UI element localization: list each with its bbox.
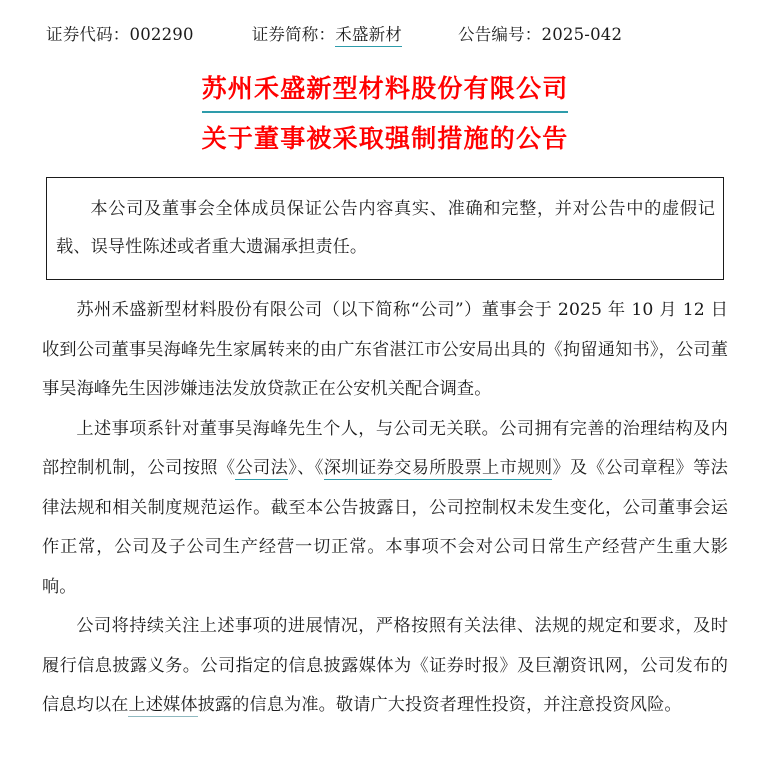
security-code-value: 002290 bbox=[129, 25, 194, 44]
announcement-number-field bbox=[458, 21, 622, 45]
link-company-law[interactable]: 公司法 bbox=[235, 458, 289, 478]
paragraph-2-segment-1: 上述事项系针对董事吴海峰先生个人，与公司无关联。公司拥有完善的治理结构及内部控制机制，公司按照《 bbox=[42, 418, 728, 478]
announcement-number-value: 2025-042 bbox=[541, 25, 623, 44]
header-meta-row bbox=[0, 0, 770, 47]
announcement-number-label: 公告编号： bbox=[458, 25, 542, 44]
disclaimer-box bbox=[46, 177, 724, 280]
security-code-label: 证券代码： bbox=[46, 25, 130, 44]
body-paragraph-2 bbox=[42, 410, 728, 608]
security-code-field bbox=[46, 21, 194, 45]
title-row-1 bbox=[0, 69, 770, 113]
body-paragraph-3 bbox=[42, 607, 728, 726]
title-company-name: 苏州禾盛新型材料股份有限公司 bbox=[202, 69, 569, 113]
security-abbr-label: 证券简称： bbox=[251, 25, 336, 44]
body-paragraph-1 bbox=[42, 291, 728, 410]
paragraph-3-segment-1: 公司将持续关注上述事项的进展情况，严格按照有关法律、法规的规定和要求，及时履行信息披露义务。公司指定的信息披露媒体为《证券时报》及巨潮资讯网，公司发布的信息均以在 bbox=[42, 616, 728, 715]
paragraph-1-text: 苏州禾盛新型材料股份有限公司（以下简称“公司”）董事会于 2025 年 10 月 12 日收到公司董事吴海峰先生家属转来的由广东省湛江市公安局出具的《拘留通知书》，公司董事吴海峰先生因涉嫌违法发放贷款正在公安机关配合调查。 bbox=[42, 300, 728, 399]
link-above-media[interactable]: 上述媒体 bbox=[128, 695, 198, 715]
disclaimer-text: 本公司及董事会全体成员保证公告内容真实、准确和完整，并对公告中的虚假记载、误导性陈述或者重大遗漏承担责任。 bbox=[56, 199, 715, 257]
title-subject: 关于董事被采取强制措施的公告 bbox=[201, 124, 569, 153]
paragraph-2-segment-3: 》及《公司章程》等法律法规和相关制度规范运作。截至本公告披露日，公司控制权未发生变化，公司董事会运作正常，公司及子公司生产经营一切正常。本事项不会对公司日常生产经营产生重大影响。 bbox=[42, 458, 728, 597]
paragraph-2-segment-2: 》、《 bbox=[288, 458, 324, 478]
security-abbr-field bbox=[252, 21, 402, 47]
announcement-body bbox=[42, 291, 728, 726]
title-row-2 bbox=[0, 119, 770, 159]
page-title bbox=[0, 69, 770, 159]
link-szse-listing-rules[interactable]: 深圳证券交易所股票上市规则 bbox=[323, 458, 553, 478]
security-abbr-value[interactable]: 禾盛新材 bbox=[335, 21, 402, 47]
paragraph-3-segment-2: 披露的信息为准。敬请广大投资者理性投资，并注意投资风险。 bbox=[197, 695, 682, 715]
